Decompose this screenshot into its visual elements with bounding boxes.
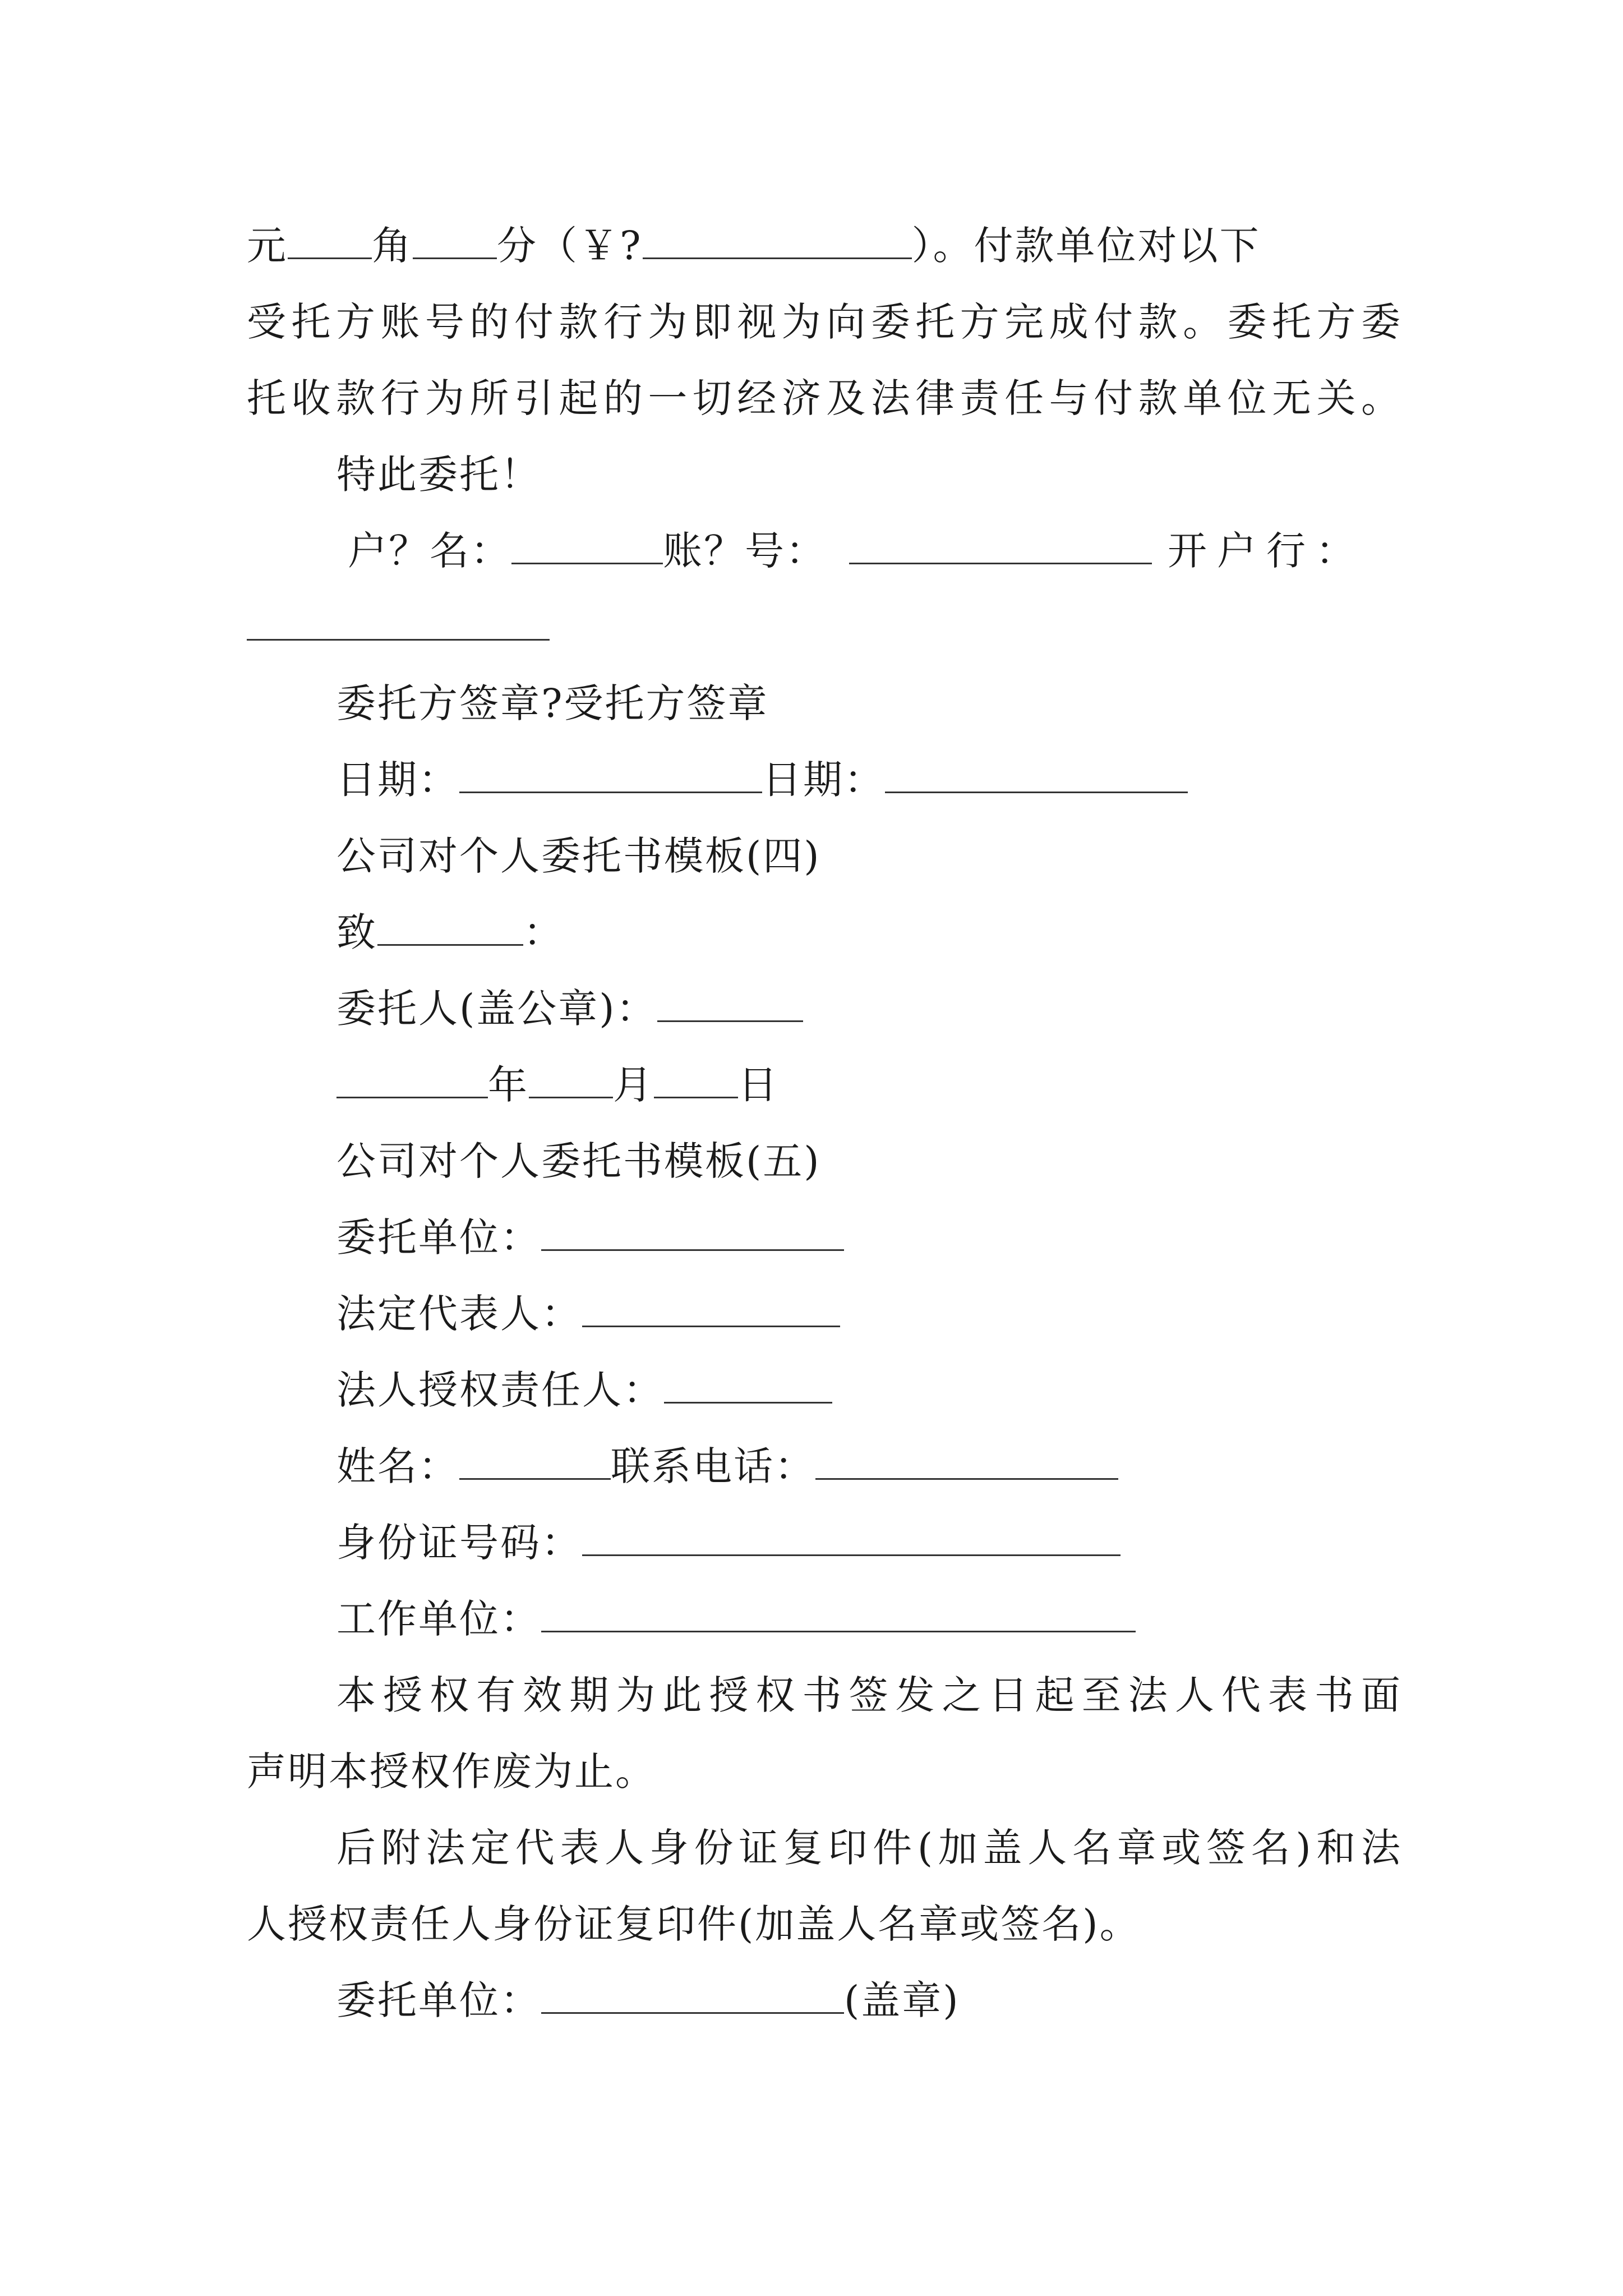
account-info-line	[348, 525, 1413, 577]
jiao-label: 角	[372, 223, 413, 269]
entrusting-unit-seal-line	[336, 1975, 1402, 2026]
closing-phrase: 特此委托！	[336, 452, 541, 498]
legal-rep-line	[336, 1288, 1402, 1340]
jiao-blank[interactable]	[288, 223, 372, 259]
entrusting-unit-blank[interactable]	[541, 1214, 844, 1251]
amount-line	[247, 220, 1402, 272]
paragraph-line: 人授权责任人身份证复印件(加盖人名章或签名)。	[247, 1901, 1141, 1947]
day-label: 日	[738, 1062, 779, 1108]
signature-line: 委托方签章?受托方签章	[336, 680, 769, 726]
fen-label: 分（￥?	[497, 223, 643, 269]
id-number-blank[interactable]	[582, 1520, 1121, 1556]
workplace-line	[336, 1593, 1402, 1645]
bank-blank-line	[247, 601, 1402, 653]
name-blank[interactable]	[459, 1443, 611, 1480]
date-blank-principal[interactable]	[459, 757, 762, 793]
addressee-blank[interactable]	[377, 909, 523, 946]
amount-line-tail: ）。付款单位对以下	[911, 223, 1261, 269]
name-phone-line	[336, 1441, 1402, 1492]
amount-figure-blank[interactable]	[643, 223, 912, 259]
date-label-principal: 日期：	[336, 757, 459, 803]
yuan-label: 元	[247, 223, 288, 269]
bank-blank[interactable]	[247, 604, 550, 641]
legal-rep-blank[interactable]	[582, 1291, 840, 1327]
id-number-label: 身份证号码：	[336, 1520, 582, 1566]
entrusting-unit-line	[336, 1212, 1402, 1263]
date-blank-agent[interactable]	[885, 757, 1188, 793]
entrusting-unit-label: 委托单位：	[336, 1214, 541, 1260]
principal-seal-label: 委托人(盖公章)：	[336, 986, 657, 1032]
principal-seal-line	[336, 983, 1402, 1034]
paragraph-line: 托收款行为所引起的一切经济及法律责任与付款单位无关。	[247, 375, 1402, 421]
fen-blank[interactable]	[413, 223, 497, 259]
account-name-label: 户？名：	[348, 528, 511, 574]
authorized-person-label: 法人授权责任人：	[336, 1367, 664, 1413]
seal-label: (盖章)	[844, 1977, 960, 2023]
date-label-agent: 日期：	[762, 757, 885, 803]
account-number-blank[interactable]	[849, 528, 1152, 564]
addressee-line	[336, 907, 1402, 958]
paragraph-line: 本授权有效期为此授权书签发之日起至法人代表书面	[336, 1672, 1402, 1718]
paragraph-line: 受托方账号的付款行为即视为向委托方完成付款。委托方委	[247, 299, 1402, 345]
addressee-label: 致	[336, 909, 377, 955]
name-label: 姓名：	[336, 1443, 459, 1489]
legal-rep-label: 法定代表人：	[336, 1291, 582, 1337]
year-blank[interactable]	[336, 1062, 488, 1098]
account-name-blank[interactable]	[511, 528, 663, 564]
template-heading-5: 公司对个人委托书模板(五)	[336, 1138, 821, 1184]
workplace-label: 工作单位：	[336, 1596, 541, 1642]
template-heading-4: 公司对个人委托书模板(四)	[336, 833, 821, 879]
ymd-line	[336, 1059, 1402, 1111]
paragraph-line: 声明本授权作废为止。	[247, 1749, 656, 1795]
entrusting-unit-seal-label: 委托单位：	[336, 1977, 541, 2023]
bank-label: 开户行：	[1168, 528, 1365, 574]
principal-seal-blank[interactable]	[657, 986, 803, 1022]
id-number-line	[336, 1517, 1402, 1568]
account-number-label: 账？号：	[663, 528, 827, 574]
authorized-person-blank[interactable]	[664, 1367, 832, 1404]
date-line	[336, 754, 1402, 806]
phone-blank[interactable]	[815, 1443, 1118, 1480]
paragraph-line: 后附法定代表人身份证复印件(加盖人名章或签名)和法	[336, 1825, 1402, 1871]
authorized-person-line	[336, 1364, 1402, 1416]
month-label: 月	[613, 1062, 654, 1108]
workplace-blank[interactable]	[541, 1596, 1136, 1632]
phone-label: 联系电话：	[611, 1443, 815, 1489]
addressee-colon: ：	[523, 909, 564, 955]
day-blank[interactable]	[654, 1062, 738, 1098]
month-blank[interactable]	[529, 1062, 613, 1098]
year-label: 年	[488, 1062, 529, 1108]
entrusting-unit-seal-blank[interactable]	[541, 1977, 844, 2014]
